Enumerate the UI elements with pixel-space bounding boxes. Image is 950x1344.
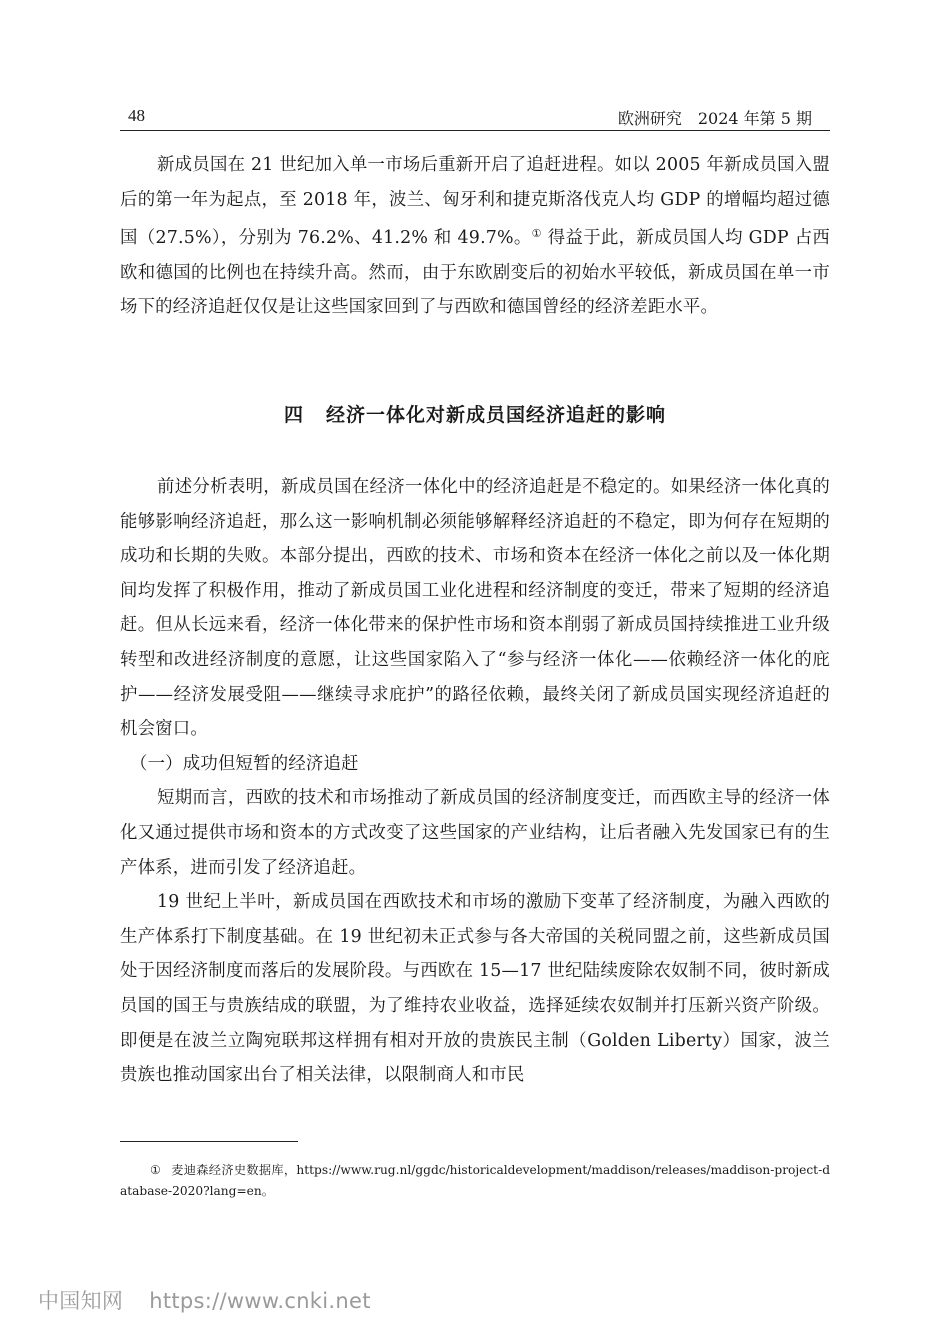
paragraph: 前述分析表明，新成员国在经济一体化中的经济追赶是不稳定的。如果经济一体化真的能够影响经济追赶，那么这一影响机制必须能够解释经济追赶的不稳定，即为何存在短期的成功和长期的失败。本部分提出，西欧的技术、市场和资本在经济一体化之前以及一体化期间均发挥了积极作用，推动了新成员国工业化进程和经济制度的变迁，带来了短期的经济追赶。但从长远来看，经济一体化带来的保护性市场和资本削弱了新成员国持续推进工业升级转型和改进经济制度的意愿，让这些国家陷入了“参与经济一体化——依赖经济一体化的庇护——经济发展受阻——继续寻求庇护”的路径依赖，最终关闭了新成员国实现经济追赶的机会窗口。	[120, 477, 830, 740]
watermark-site-name: 中国知网	[38, 1289, 124, 1313]
page-number: 48	[128, 106, 145, 125]
watermark-url: https://www.cnki.net	[149, 1289, 371, 1313]
journal-issue: 2024 年第 5 期	[697, 109, 812, 128]
section-heading	[120, 400, 830, 427]
paragraph-text: 新成员国在 21 世纪加入单一市场后重新开启了追赶进程。如以 2005 年新成员国入盟后的第一年为起点，至 2018 年，波兰、匈牙利和捷克斯洛伐克人均 GDP 的增幅均超过德国（27.5%），分别为 76.2%、41.2% 和 49.7%。	[120, 155, 830, 249]
subsection-heading: （一）成功但短暂的经济追赶	[130, 753, 359, 774]
footnote-text[interactable]: 麦迪森经济史数据库，https://www.rug.nl/ggdc/historicaldevelopment/maddison/releases/maddison-project-database-2020?lang=en。	[120, 1163, 830, 1198]
section-number: 四	[283, 404, 304, 426]
footnote	[120, 1160, 830, 1202]
section-three-conclusion	[120, 148, 830, 325]
footnote-mark: ①	[150, 1163, 162, 1177]
footnote-divider	[120, 1141, 298, 1142]
paragraph: 19 世纪上半叶，新成员国在西欧技术和市场的激励下变革了经济制度，为融入西欧的生产体系打下制度基础。在 19 世纪初未正式参与各大帝国的关税同盟之前，这些新成员国处于因经济制度而落后的发展阶段。与西欧在 15—17 世纪陆续废除农奴制不同，彼时新成员国的国王与贵族结成的联盟，为了维持农业收益，选择延续农奴制并打压新兴资产阶级。即便是在波兰立陶宛联邦这样拥有相对开放的贵族民主制（Golden Liberty）国家，波兰贵族也推动国家出台了相关法律，以限制商人和市民	[120, 892, 830, 1086]
running-header	[120, 104, 830, 131]
section-title-text: 经济一体化对新成员国经济追赶的影响	[326, 404, 667, 426]
paragraph-text: 得益于此，新成员国人均 GDP 占西欧和德国的比例也在持续升高。然而，由于东欧剧变后的初始水平较低，新成员国在单一市场下的经济追赶仅仅是让这些国家回到了与西欧和德国曾经的经济差距水平。	[120, 228, 831, 318]
cnki-watermark	[38, 1285, 371, 1315]
paragraph: 短期而言，西欧的技术和市场推动了新成员国的经济制度变迁，而西欧主导的经济一体化又通过提供市场和资本的方式改变了这些国家的产业结构，让后者融入先发国家已有的生产体系，进而引发了经济追赶。	[120, 788, 830, 878]
journal-name: 欧洲研究	[617, 109, 682, 128]
journal-title	[602, 106, 812, 129]
paragraph	[120, 148, 830, 325]
section-four-body	[120, 470, 830, 1093]
footnote-ref[interactable]: ①	[531, 227, 542, 241]
